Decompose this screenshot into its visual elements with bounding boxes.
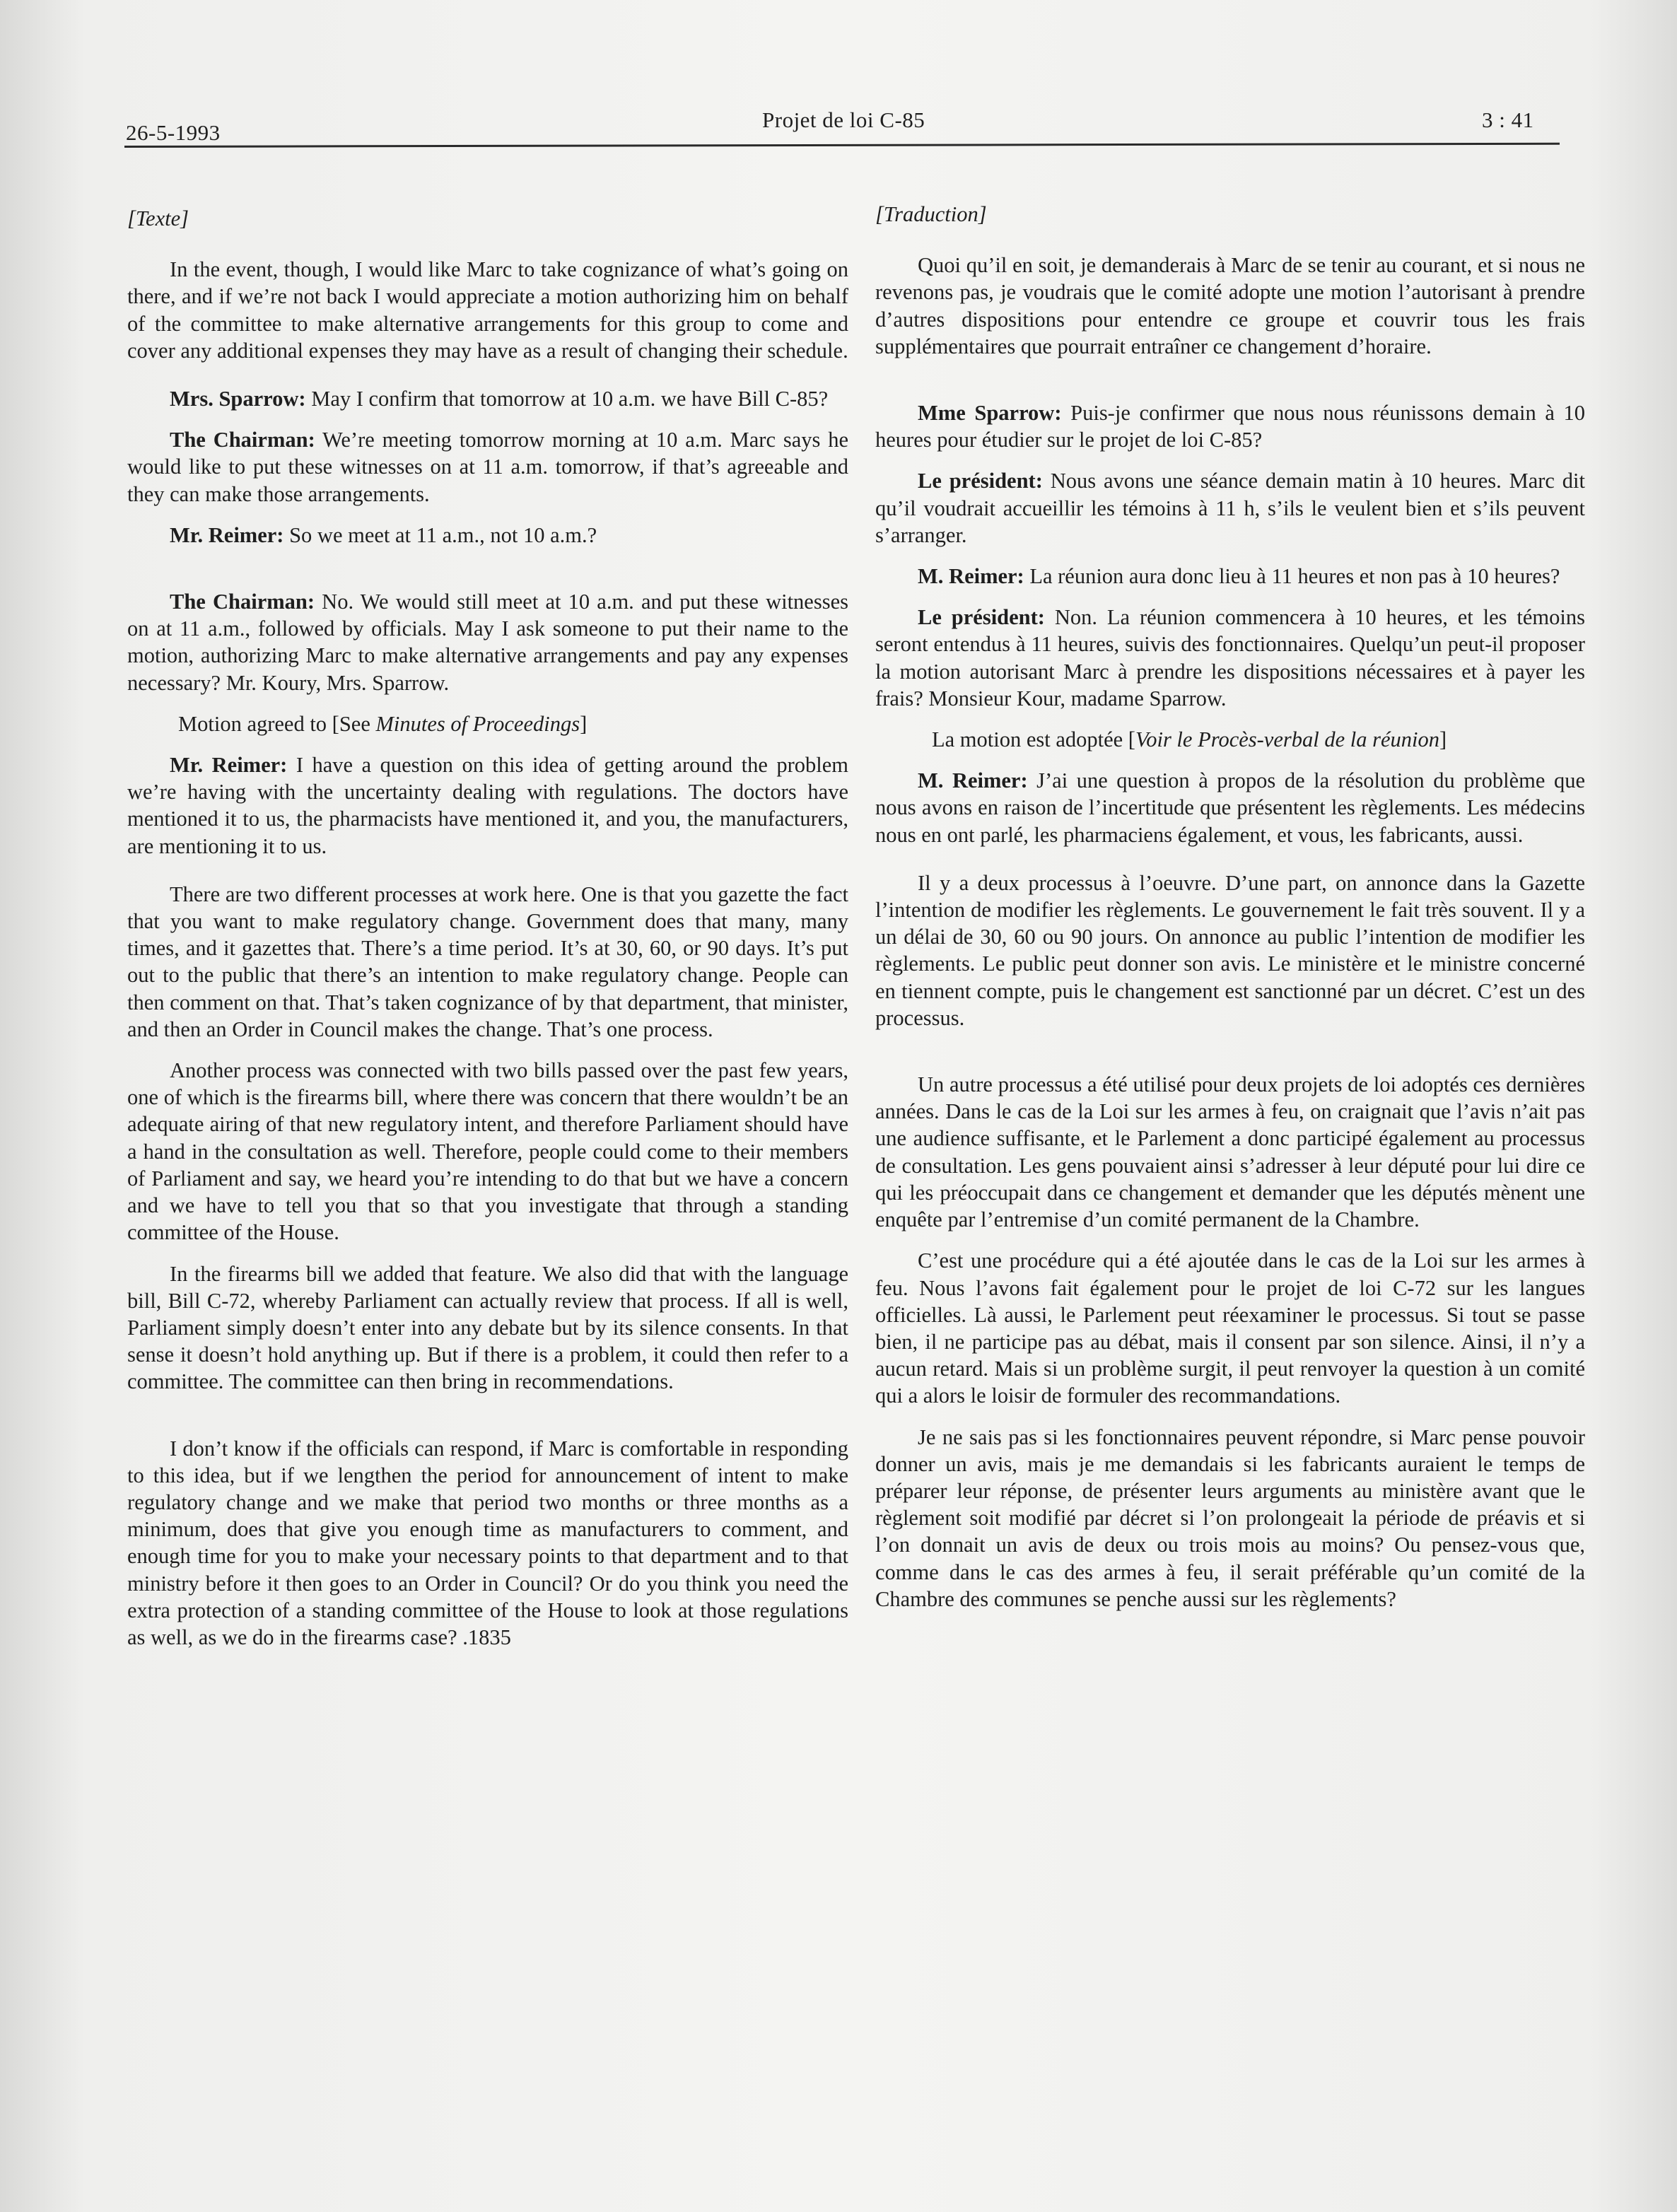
header-title: Projet de loi C-85 xyxy=(762,107,925,132)
french-paragraph: C’est une procédure qui a été ajoutée dans le cas de la Loi sur les armes à feu. Nous l’avons fait également pour le projet de loi C-72 sur les langues officielles. Là aussi, le Parlement peut réexaminer le processus. Si tout se passe bien, il ne participe pas au débat, mais il consent par son silence. Ainsi, il n’y a aucun retard. Mais si un problème surgit, il peut renvoyer la question à un comité qui a alors le loisir de formuler des recommandations. xyxy=(875,1248,1585,1408)
english-paragraph: Mr. Reimer: I have a question on this idea of getting around the problem we’re having with the uncertainty dealing with regulations. The doctors have mentioned it to us, the pharmacists have mentioned it, and you, the manufacturers, are mentioning it to us. xyxy=(127,753,849,858)
english-motion: Motion agreed to [See Minutes of Proceedings] xyxy=(178,711,588,736)
french-paragraph: Le président: Nous avons une séance demain matin à 10 heures. Marc dit qu’il voudrait accueillir les témoins à 11 h, s’ils le veulent bien et s’ils peuvent s’arranger. xyxy=(875,469,1585,547)
french-paragraph: M. Reimer: J’ai une question à propos de la résolution du problème que nous avons en raison de l’incertitude que présentent les règlements. Les médecins nous en ont parlé, les pharmaciens également, et vous, les fabricants, aussi. xyxy=(875,768,1585,847)
french-motion: La motion est adoptée [Voir le Procès-verbal de la réunion] xyxy=(932,727,1447,752)
header-page-number: 3 : 41 xyxy=(1482,107,1534,132)
english-paragraph: In the event, though, I would like Marc to take cognizance of what’s going on there, and if we’re not back I would appreciate a motion authorizing him on behalf of the committee to make alternative arrangements for this group to come and cover any additional expenses they may have as a result of changing their schedule. xyxy=(127,257,848,363)
english-paragraph: The Chairman: We’re meeting tomorrow morning at 10 a.m. Marc says he would like to put these witnesses on at 11 a.m. tomorrow, if that’s agreeable and they can make those arrangements. xyxy=(127,428,848,506)
french-paragraph: M. Reimer: La réunion aura donc lieu à 11 heures et non pas à 10 heures? xyxy=(918,564,1560,589)
header-rule xyxy=(124,143,1560,148)
english-paragraph: In the firearms bill we added that feature. We also did that with the language bill, Bill C-72, whereby Parliament can actually review that process. If all is well, Parliament simply doesn’t enter into any debate but by its silence consents. In that sense it doesn’t hold anything up. But if there is a problem, it could then refer to a committee. The committee can then bring in recommendations. xyxy=(127,1261,848,1394)
english-paragraph: The Chairman: No. We would still meet at 10 a.m. and put these witnesses on at 11 a.m., followed by officials. May I ask someone to put their name to the motion, authorizing Marc to make alternative arrangements and pay any expenses necessary? Mr. Koury, Mrs. Sparrow. xyxy=(127,590,848,695)
english-paragraph: There are two different processes at work here. One is that you gazette the fact that you want to make regulatory change. Government does that many, many times, and it gazettes that. There’s a time period. It’s at 30, 60, or 90 days. It’s put out to the public that there’s an intention to make regulatory change. People can then comment on that. That’s taken cognizance of by that department, that minister, and then an Order in Council makes the change. That’s one process. xyxy=(127,882,848,1041)
french-paragraph: Le président: Non. La réunion commencera à 10 heures, et les témoins seront entendus à 11 heures, suivis des fonctionnaires. Quelqu’un peut-il proposer la motion autorisant Marc à prendre les dispositions nécessaires et à payer les frais? Monsieur Kour, madame Sparrow. xyxy=(875,605,1585,710)
french-column xyxy=(875,201,1585,1627)
french-tag: [Traduction] xyxy=(875,202,987,226)
french-paragraph: Il y a deux processus à l’oeuvre. D’une part, on annonce dans la Gazette l’intention de modifier les règlements. Le gouvernement le fait très souvent. Il y a un délai de 30, 60 ou 90 jours. On annonce au public l’intention de modifier les règlements. Le public peut donner son avis. Le ministère et le ministre concerné en tiennent compte, puis le changement est sanctionné par un décret. C’est un des processus. xyxy=(875,870,1585,1030)
english-paragraph: Mrs. Sparrow: May I confirm that tomorrow at 10 a.m. we have Bill C-85? xyxy=(170,387,829,411)
english-tag: [Texte] xyxy=(127,206,189,230)
french-paragraph: Un autre processus a été utilisé pour deux projets de loi adoptés ces dernières années. Dans le cas de la Loi sur les armes à feu, on craignait que l’avis n’ait pas une audience suffisante, et le Parlement a donc participé également au processus de consultation. Les gens pouvaient ainsi s’adresser à leur député pour lui dire ce qui les préoccupait dans ce changement et demander que les députés mènent une enquête par l’entremise d’un comité permanent de la Chambre. xyxy=(875,1072,1585,1232)
french-paragraph: Mme Sparrow: Puis-je confirmer que nous nous réunissons demain à 10 heures pour étudier sur le projet de loi C-85? xyxy=(875,401,1585,452)
french-paragraph: Je ne sais pas si les fonctionnaires peuvent répondre, si Marc pense pouvoir donner un avis, mais je me demandais si les fabricants auraient le temps de préparer leur réponse, de présenter leurs arguments au ministère avant que le règlement soit modifié par décret si l’on prolongeait la période de préavis et si l’on donnait un avis de deux ou trois mois au moins? Ou pensez-vous que, comme dans le cas des armes à feu, il serait préférable qu’un comité de la Chambre des communes se penche aussi sur les règlements? xyxy=(875,1424,1585,1611)
french-paragraph: Quoi qu’il en soit, je demanderais à Marc de se tenir au courant, et si nous ne revenons pas, je voudrais que le comité adopte une motion l’autorisant à prendre d’autres dispositions pour entendre ce groupe et couvrir tous les frais supplémentaires que pourrait entraîner ce changement d’horaire. xyxy=(875,253,1585,358)
english-paragraph: I don’t know if the officials can respond, if Marc is comfortable in responding to this idea, but if we lengthen the period for announcement of intent to make regulatory change and we make that period two months or three months as a minimum, does that give you enough time as manufacturers to comment, and enough time for you to make your necessary points to that department and to that ministry before it then goes to an Order in Council? Or do you think you need the extra protection of a standing committee of the House to look at those regulations as well, as we do in the firearms case? .1835 xyxy=(127,1436,848,1649)
header-date: 26-5-1993 xyxy=(126,120,221,145)
english-paragraph: Another process was connected with two bills passed over the past few years, one of which is the firearms bill, where there was concern that there wouldn’t be an adequate airing of that new regulatory intent, and therefore Parliament should have a hand in the consultation as well. Therefore, people could come to their members of Parliament and say, we heard you’re intending to do that but we have a concern and we have to tell you that so that you investigate that through a standing committee of the House. xyxy=(127,1058,848,1245)
english-paragraph: Mr. Reimer: So we meet at 11 a.m., not 10 a.m.? xyxy=(170,522,597,547)
english-column xyxy=(127,205,848,1665)
